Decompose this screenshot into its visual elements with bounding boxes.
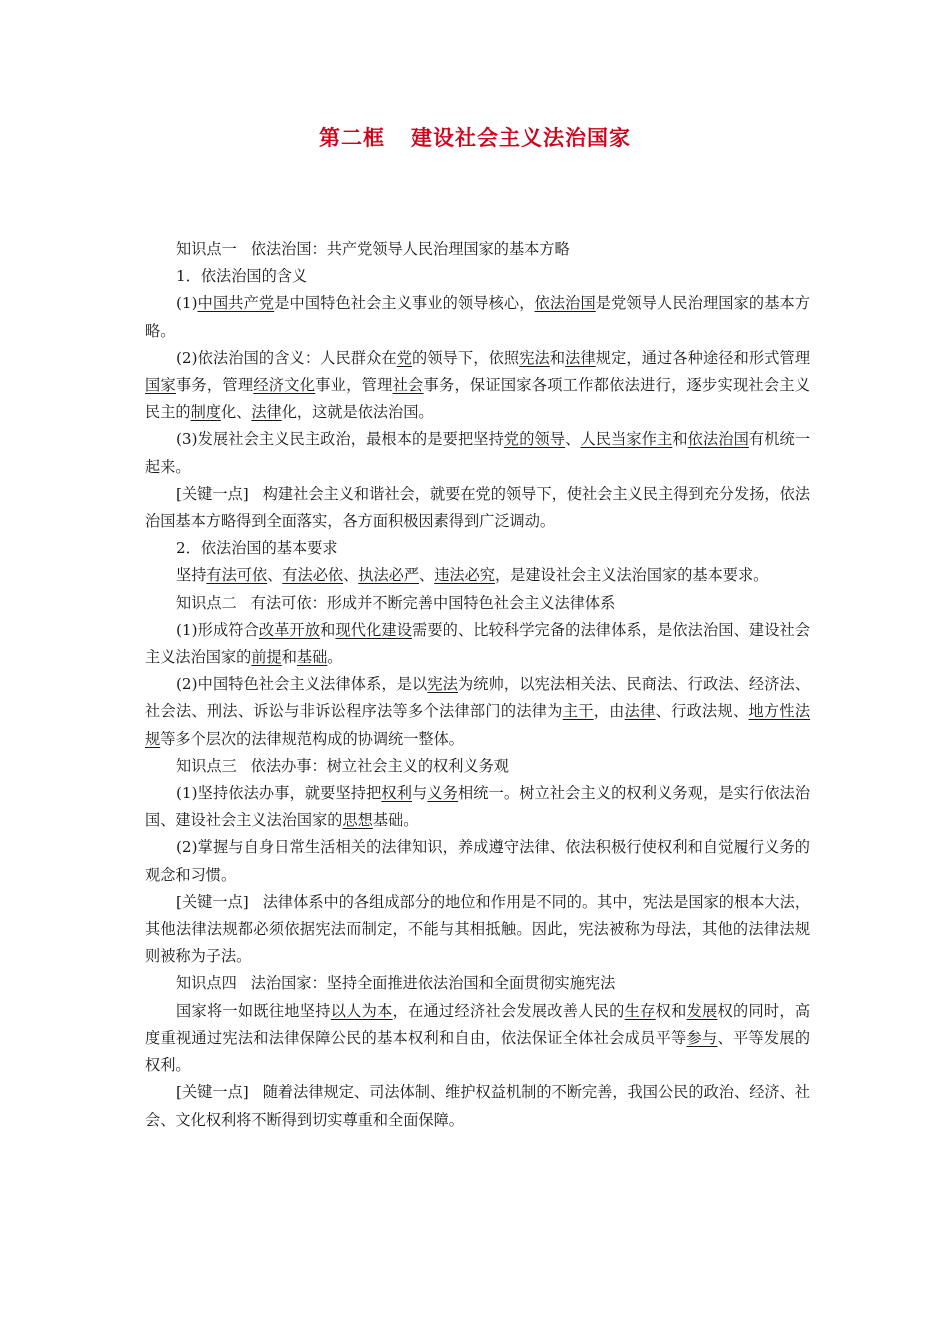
paragraph: (1)坚持依法办事，就要坚持把权利与义务相统一。树立社会主义的权利义务观，是实行依法治国、建设社会主义法治国家的思想基础。 — [145, 784, 811, 830]
kp-heading-text: 法治国家：坚持全面推进依法治国和全面贯彻实施宪法 — [250, 974, 616, 993]
blank-answer: 发展 — [686, 1001, 718, 1020]
section-title: 1．依法治国的含义 — [176, 267, 308, 286]
paragraph: (3)发展社会主义民主政治，最根本的是要把坚持党的领导、人民当家作主和依法治国有机统一起来。 — [145, 430, 811, 476]
blank-answer: 法律 — [565, 348, 596, 367]
page-title — [0, 122, 950, 152]
knowledge-point-1-heading — [145, 236, 810, 263]
blank-answer: 党 — [396, 348, 413, 367]
blank-answer: 社会 — [392, 376, 424, 395]
kp-label: 知识点二 — [176, 593, 237, 612]
blank-answer: 依法治国 — [687, 430, 749, 449]
blank-answer: 宪法 — [427, 675, 458, 694]
paragraph: (2)掌握与自身日常生活相关的法律知识，养成遵守法律、依法积极行使权利和自觉履行义务的观念和习惯。 — [145, 838, 810, 884]
document-body — [145, 236, 810, 1134]
blank-answer: 有法必依 — [282, 566, 344, 585]
blank-answer: 主干 — [562, 702, 594, 721]
blank-answer: 国家 — [145, 376, 176, 395]
key-point-tag: [关键一点] — [176, 892, 249, 911]
blank-answer: 依法治国 — [534, 294, 596, 313]
blank-answer: 参与 — [686, 1028, 718, 1047]
blank-answer: 党的领导 — [503, 430, 566, 449]
blank-answer: 制度 — [190, 403, 221, 422]
paragraph: (2)依法治国的含义：人民群众在党的领导下，依照宪法和法律规定，通过各种途径和形式管理国家事务，管理经济文化事业，管理社会事务，保证国家各项工作都依法进行，逐步实现社会主义民主的制度化、法律化，这就是依法治国。 — [145, 348, 811, 422]
title-part2: 建设社会主义法治国家 — [411, 126, 631, 150]
key-point-tag: [关键一点] — [176, 484, 249, 503]
blank-answer: 改革开放 — [258, 620, 321, 639]
key-point-note: [关键一点] 构建社会主义和谐社会，就要在党的领导下，使社会主义民主得到充分发扬，依法治国基本方略得到全面落实，各方面积极因素得到广泛调动。 — [145, 484, 810, 531]
blank-answer: 法律 — [624, 702, 656, 721]
blank-answer: 前提 — [251, 648, 282, 667]
blank-answer: 执法必严 — [358, 566, 419, 585]
blank-answer: 经济文化 — [253, 376, 316, 395]
paragraph: 坚持有法可依、有法必依、执法必严、违法必究，是建设社会主义法治国家的基本要求。 — [176, 566, 769, 585]
blank-answer: 以人为本 — [330, 1001, 393, 1020]
kp-label: 知识点一 — [176, 240, 237, 258]
knowledge-point-2-heading — [145, 590, 810, 617]
blank-answer: 思想 — [342, 811, 373, 830]
paragraph: (2)中国特色社会主义法律体系，是以宪法为统帅，以宪法相关法、民商法、行政法、经济法、社会法、刑法、诉讼与非诉讼程序法等多个法律部门的法律为主干，由法律、行政法规、地方性法规等多个层次的法律规范构成的协调统一整体。 — [145, 675, 811, 748]
blank-answer: 法律 — [251, 403, 282, 422]
knowledge-point-3-heading — [145, 753, 810, 780]
blank-answer: 义务 — [427, 784, 458, 803]
title-part1: 第二框 — [319, 126, 385, 150]
blank-answer: 生存 — [624, 1001, 656, 1020]
blank-answer: 现代化建设 — [335, 620, 413, 639]
paragraph: (1)形成符合改革开放和现代化建设需要的、比较科学完备的法律体系，是依法治国、建设社会主义法治国家的前提和基础。 — [145, 620, 811, 667]
kp-label: 知识点四 — [176, 974, 237, 993]
kp-label: 知识点三 — [176, 756, 237, 775]
blank-answer: 有法可依 — [206, 566, 268, 585]
knowledge-point-4-heading — [145, 970, 810, 997]
blank-answer: 中国共产党 — [197, 294, 275, 313]
blank-answer: 宪法 — [519, 348, 550, 367]
blank-answer: 人民当家作主 — [580, 430, 673, 449]
kp-heading-text: 依法治国：共产党领导人民治理国家的基本方略 — [250, 240, 570, 258]
blank-answer: 违法必究 — [434, 566, 495, 585]
kp-heading-text: 依法办事：树立社会主义的权利义务观 — [250, 756, 509, 775]
kp-heading-text: 有法可依：形成并不断完善中国特色社会主义法律体系 — [250, 593, 616, 612]
blank-answer: 地方性法规 — [145, 702, 811, 748]
paragraph: 国家将一如既往地坚持以人为本，在通过经济社会发展改善人民的生存权和发展权的同时，高度重视通过宪法和法律保障公民的基本权利和自由，依法保证全体社会成员平等参与、平等发展的权利。 — [145, 1001, 811, 1075]
key-point-tag: [关键一点] — [176, 1083, 249, 1102]
key-point-note: [关键一点] 法律体系中的各组成部分的地位和作用是不同的。其中，宪法是国家的根本大法，其他法律法规都必须依据宪法而制定，不能与其相抵触。因此，宪法被称为母法，其他的法律法规则被称为子法。 — [145, 892, 810, 966]
paragraph: (1)中国共产党是中国特色社会主义事业的领导核心，依法治国是党领导人民治理国家的基本方略。 — [145, 294, 811, 340]
blank-answer: 权利 — [381, 784, 413, 803]
blank-answer: 基础 — [296, 648, 328, 667]
key-point-note: [关键一点] 随着法律规定、司法体制、维护权益机制的不断完善，我国公民的政治、经济、社会、文化权利将不断得到切实尊重和全面保障。 — [145, 1083, 810, 1129]
section-title: 2．依法治国的基本要求 — [176, 539, 338, 558]
